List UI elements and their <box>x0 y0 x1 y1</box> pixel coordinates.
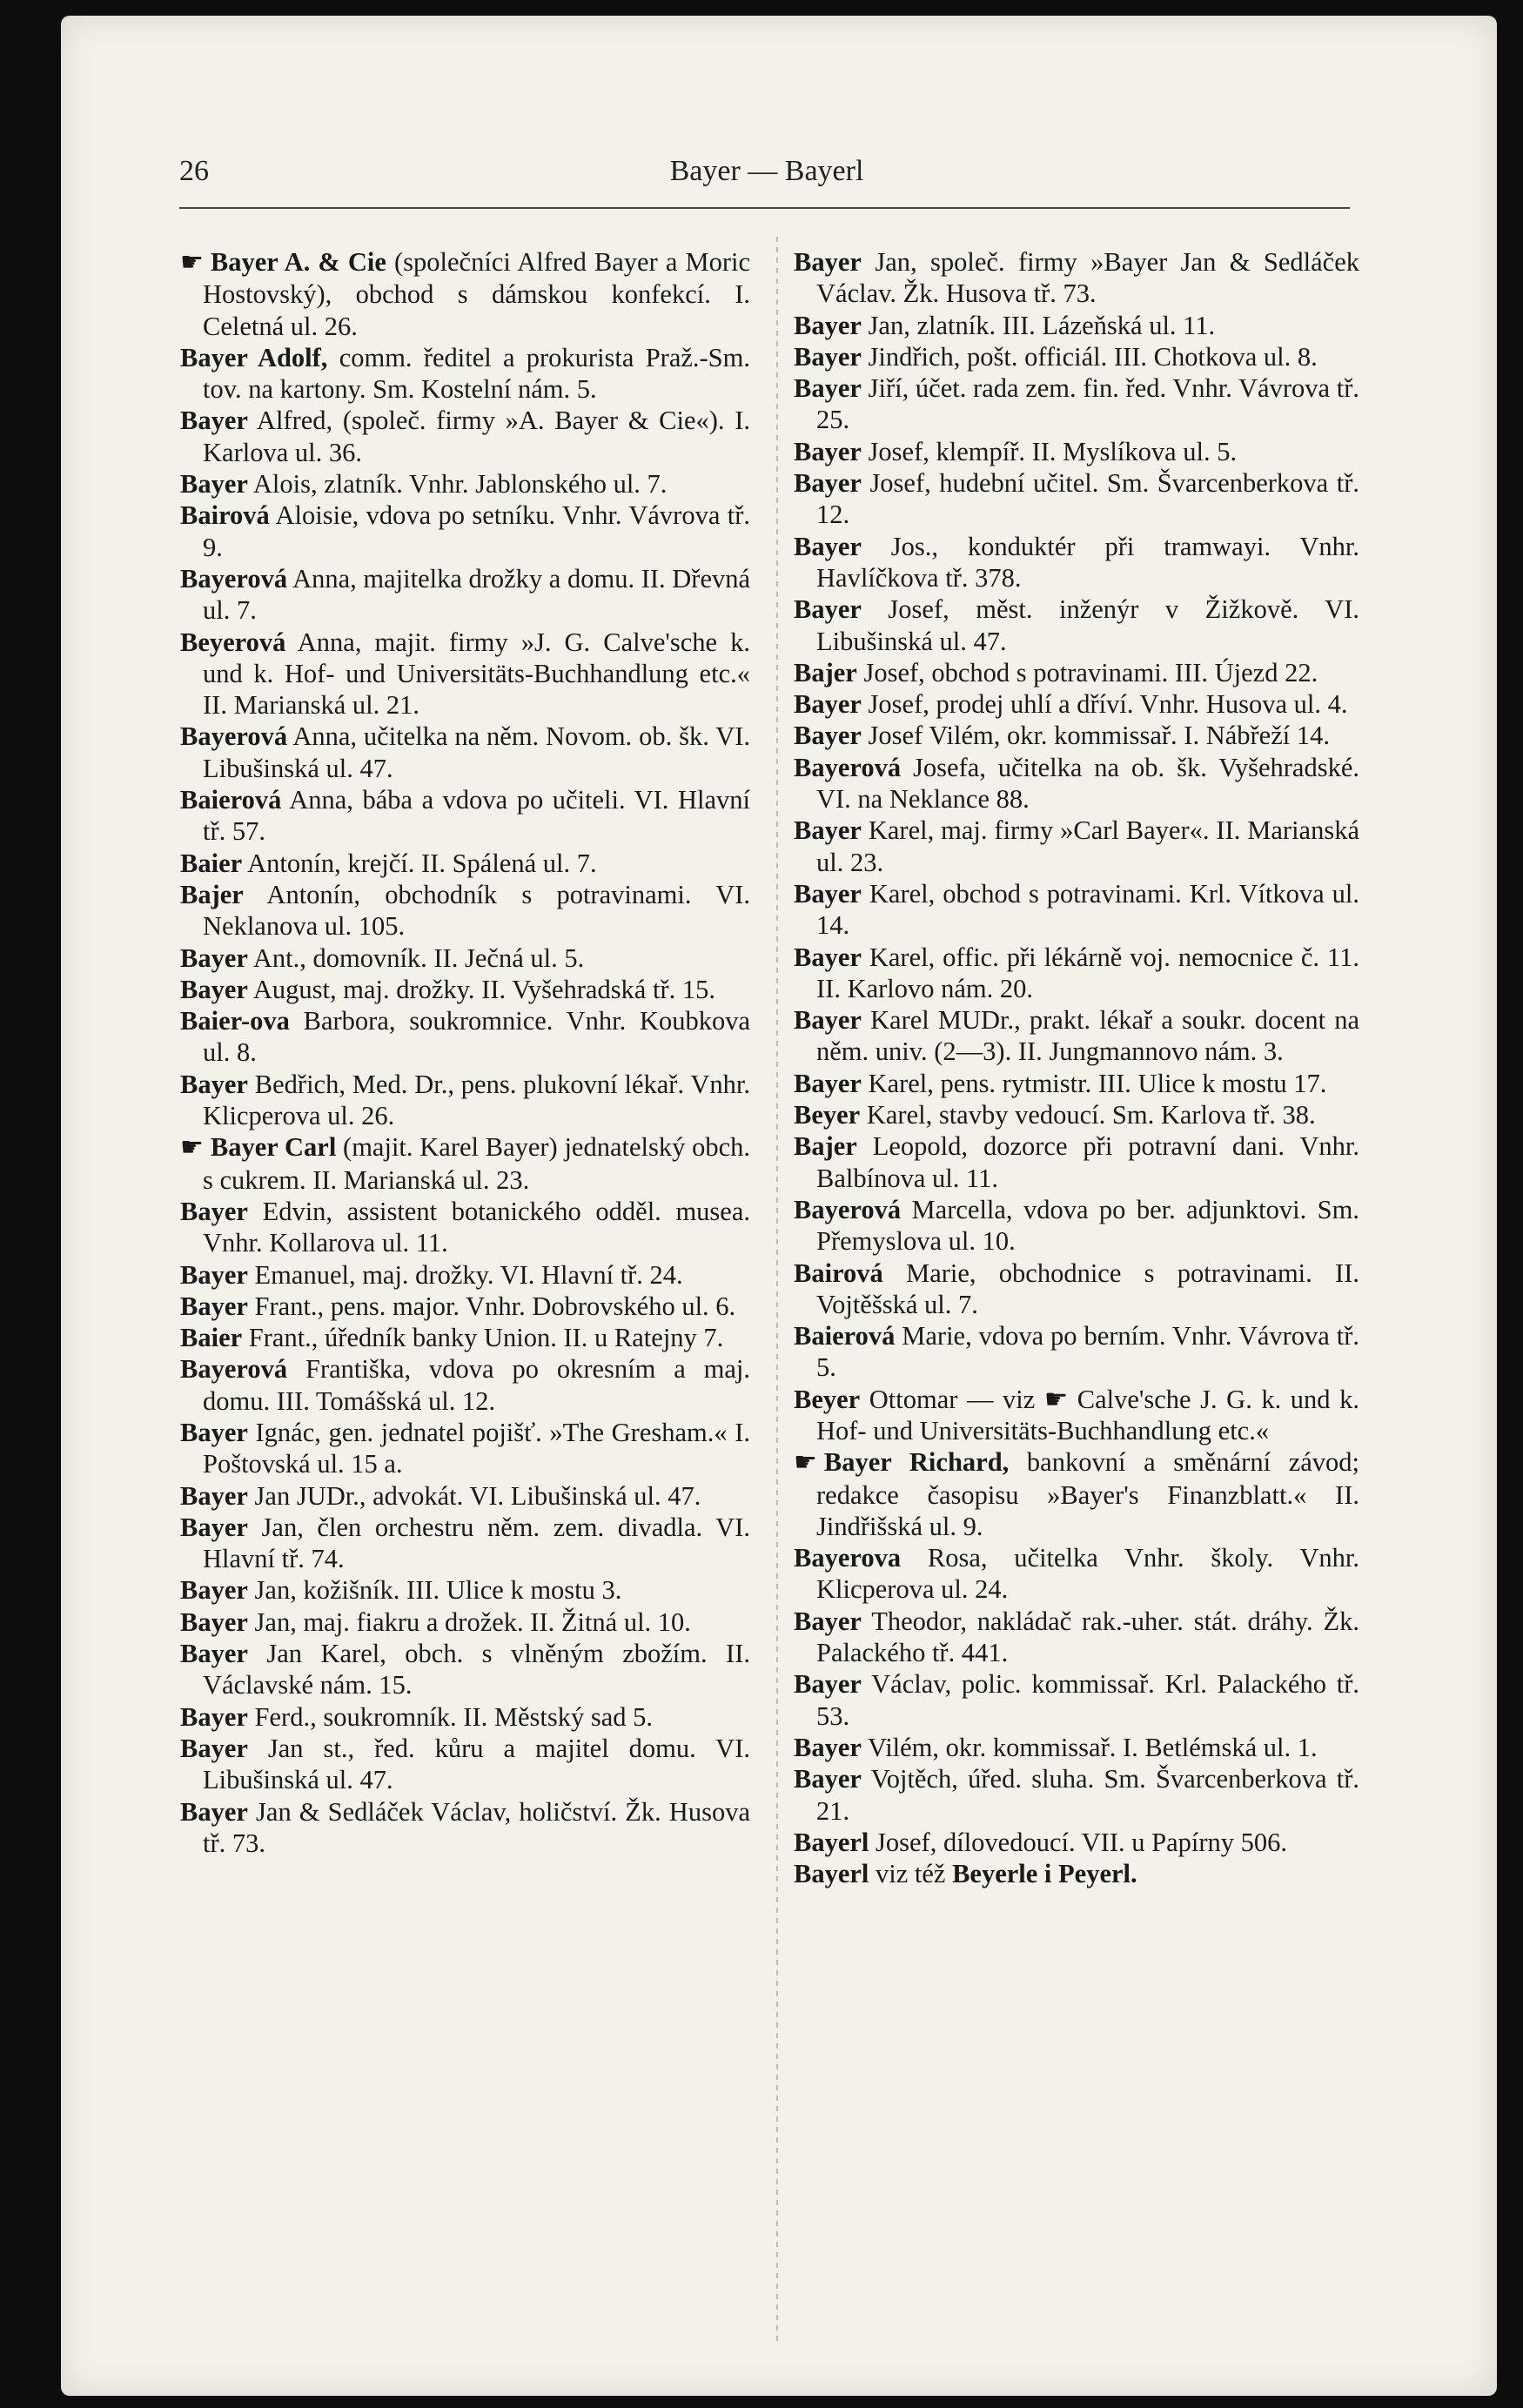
entry-details: Vilém, okr. kommissař. I. Betlémská ul. 1. <box>861 1732 1318 1762</box>
entry-details: Anna, majit. firmy »J. G. Calve'sche k. und k. Hof- und Universitäts-Buchhandlung etc.« II. Marianská ul. 21. <box>203 627 750 721</box>
page-number: 26 <box>179 155 209 187</box>
entry-details: Františka, vdova po okresním a maj. domu. III. Tomášská ul. 12. <box>203 1354 750 1416</box>
directory-entry <box>794 1446 1359 1542</box>
pointing-hand-icon: ☛ <box>180 247 204 278</box>
entry-name: Bayer <box>794 1732 862 1762</box>
entry-name: Bayer <box>794 815 862 846</box>
header-rule <box>179 207 1350 209</box>
directory-entry <box>794 1858 1359 1889</box>
directory-entry <box>180 1196 750 1259</box>
entry-details: Josef, hudební učitel. Sm. Švarcenberkova tř. 12. <box>816 468 1359 530</box>
entry-details: Theodor, nakládač rak.-uher. stát. dráhy. Žk. Palackého tř. 441. <box>816 1606 1359 1668</box>
directory-entry <box>794 341 1359 372</box>
entry-details: Karel, offic. při lékárně voj. nemocnice č. 11. II. Karlovo nám. 20. <box>816 942 1359 1003</box>
directory-entry <box>794 467 1359 531</box>
entry-details: Anna, bába a vdova po učiteli. VI. Hlavní tř. 57. <box>203 785 750 847</box>
entry-name: Bairová <box>180 500 270 531</box>
entry-name: Bayer <box>180 1480 248 1511</box>
entry-name: Baier <box>180 848 243 878</box>
entry-details: Josefa, učitelka na ob. šk. Vyšehradské. VI. na Neklance 88. <box>816 752 1359 815</box>
entry-name: Bayerova <box>794 1543 902 1573</box>
entry-details: Jan & Sedláček Václav, holičství. Žk. Husova tř. 73. <box>203 1796 750 1858</box>
entry-details: Jan, maj. fiakru a drožek. II. Žitná ul. 10. <box>247 1606 691 1637</box>
column-divider <box>776 237 778 2343</box>
entry-name: Bayerl <box>794 1859 869 1889</box>
entry-name: Bayer <box>794 1068 862 1098</box>
entry-details: Karel, stavby vedoucí. Sm. Karlova tř. 38. <box>860 1100 1316 1130</box>
directory-entry <box>180 1701 750 1733</box>
directory-entry <box>794 1004 1359 1068</box>
directory-entry <box>794 1668 1359 1732</box>
entry-name: Bayer <box>180 469 248 500</box>
directory-entry <box>794 1606 1359 1669</box>
entry-details: (majit. Karel Bayer) jednatelský obch. s cukrem. II. Marianská ul. 23. <box>203 1132 751 1195</box>
directory-entry <box>180 1069 750 1132</box>
directory-entry <box>794 1194 1359 1258</box>
entry-name: Bayerová <box>794 752 902 782</box>
entry-name: Bayerová <box>180 563 288 594</box>
directory-entry <box>794 246 1359 310</box>
entry-details: August, maj. drožky. II. Vyšehradská tř. 15. <box>247 974 715 1004</box>
directory-entry <box>180 500 750 563</box>
entry-name: Bayer <box>794 878 862 909</box>
directory-entry <box>180 1638 750 1701</box>
pointing-hand-icon: ☛ <box>180 1132 204 1164</box>
entry-name: Bayer <box>794 436 862 466</box>
entry-name: Bayer <box>794 1669 862 1700</box>
entry-name: Bayer <box>794 373 862 404</box>
entry-details: Ant., domovník. II. Ječná ul. 5. <box>247 942 585 973</box>
entry-details: Ottomar — viz ☛ Calve'sche J. G. k. und k. Hof- und Universitäts-Buchhandlung etc.« <box>816 1384 1359 1445</box>
directory-entry <box>180 405 750 468</box>
entry-details: Anna, učitelka na něm. Novom. ob. šk. VI. Libušinská ul. 47. <box>203 721 750 783</box>
entry-details: Karel, pens. rytmistr. III. Ulice k mostu 17. <box>861 1068 1327 1098</box>
entry-details: Bedřich, Med. Dr., pens. plukovní lékař. Vnhr. Klicperova ul. 26. <box>203 1069 750 1131</box>
entry-details: Alois, zlatník. Vnhr. Jablonského ul. 7. <box>247 469 668 500</box>
entry-name: Bayer <box>794 1606 862 1636</box>
entry-details: Leopold, dozorce při potravní dani. Vnhr. Balbínova ul. 11. <box>816 1131 1359 1193</box>
directory-entry <box>794 815 1359 878</box>
entry-name: Bayer <box>180 1259 248 1290</box>
directory-entry <box>180 1733 750 1796</box>
entry-details: Josef, klempíř. II. Myslíkova ul. 5. <box>861 436 1238 466</box>
entry-details: Vojtěch, úřed. sluha. Sm. Švarcenberkova tř. 21. <box>816 1764 1359 1826</box>
directory-entry <box>794 1258 1359 1321</box>
entry-details: Jan st., řed. kůru a majitel domu. VI. Libušinská ul. 47. <box>203 1733 750 1795</box>
directory-entry <box>794 1099 1359 1130</box>
entry-details: Marie, obchodnice s potravinami. II. Vojtěšská ul. 7. <box>816 1258 1359 1319</box>
entry-details: Karel MUDr., prakt. lékař a soukr. docent na něm. univ. (2—3). II. Jungmannovo nám. 3. <box>816 1005 1359 1067</box>
entry-details: Jan, člen orchestru něm. zem. divadla. VI. Hlavní tř. 74. <box>203 1512 750 1574</box>
entry-name: Bajer <box>180 879 244 909</box>
entry-details: Josef, prodej uhlí a dříví. Vnhr. Husova ul. 4. <box>861 689 1348 720</box>
entry-details: Ignác, gen. jednatel pojišť. »The Gresham.« I. Poštovská ul. 15 a. <box>203 1417 750 1479</box>
directory-entry <box>794 436 1359 467</box>
directory-entry <box>794 594 1359 657</box>
entry-name: Bayer <box>794 594 862 625</box>
entry-name: Bayer <box>794 1005 862 1036</box>
entry-details: Jindřich, pošt. officiál. III. Chotkova ul. 8. <box>861 341 1318 372</box>
entry-details: Jan, kožišník. III. Ulice k mostu 3. <box>247 1575 622 1606</box>
entry-name: Bayer A. & Cie <box>210 247 386 277</box>
entry-name: Bayerová <box>180 721 288 752</box>
directory-entry <box>180 1480 750 1512</box>
entry-name: Bayer <box>180 1606 248 1637</box>
entry-name: Bayer <box>794 310 862 340</box>
entry-details: Antonín, obchodník s potravinami. VI. Neklanova ul. 105. <box>203 879 750 942</box>
entry-name: Bayer <box>180 1196 248 1226</box>
directory-entry <box>794 310 1359 341</box>
entry-name: Bayer <box>180 1069 248 1099</box>
entry-name: Bayer Carl <box>210 1132 337 1163</box>
directory-entry <box>180 721 750 784</box>
pointing-hand-icon: ☛ <box>794 1447 817 1479</box>
directory-entry <box>794 372 1359 436</box>
entry-name: Bayer <box>180 1512 248 1542</box>
directory-entry <box>180 974 750 1005</box>
right-column <box>794 246 1359 1889</box>
directory-entry <box>180 1512 750 1575</box>
entry-name: Bajer <box>794 1131 857 1162</box>
directory-entry <box>794 1827 1359 1858</box>
directory-entry <box>794 942 1359 1005</box>
directory-entry <box>794 878 1359 942</box>
directory-entry <box>794 1763 1359 1827</box>
entry-name: Bayer <box>794 1764 862 1794</box>
directory-entry <box>794 1320 1359 1384</box>
directory-entry <box>180 468 750 500</box>
entry-name: Bayer <box>180 1291 248 1321</box>
entry-details: Ferd., soukromník. II. Městský sad 5. <box>247 1701 654 1732</box>
entry-details: Alfred, (společ. firmy »A. Bayer & Cie«). I. Karlova ul. 36. <box>203 406 750 467</box>
entry-name: Bayer <box>794 247 862 277</box>
directory-entry <box>794 657 1359 688</box>
entry-name: Bayer <box>180 1733 248 1763</box>
entry-details: viz též <box>869 1859 953 1889</box>
entry-name: Baierová <box>180 785 282 815</box>
directory-entry <box>180 879 750 942</box>
directory-entry <box>180 1259 750 1291</box>
directory-entry <box>180 563 750 627</box>
entry-details: Barbora, soukromnice. Vnhr. Koubkova ul. 8. <box>203 1006 750 1068</box>
entry-name: Bayerl <box>794 1827 869 1857</box>
entry-name: Bayer <box>180 1701 248 1732</box>
entry-details: (společníci Alfred Bayer a Moric Hostovský), obchod s dámskou konfekcí. I. Celetná ul. 26. <box>203 247 750 341</box>
entry-details: Antonín, krejčí. II. Spálená ul. 7. <box>242 848 597 878</box>
entry-details: Jiří, účet. rada zem. fin. řed. Vnhr. Vávrova tř. 25. <box>816 373 1359 435</box>
entry-cross-reference: Beyerle i Peyerl. <box>952 1859 1137 1889</box>
entry-name: Bayerová <box>794 1194 902 1224</box>
entry-name: Beyer <box>794 1100 861 1130</box>
directory-entry <box>180 342 750 406</box>
entry-details: Josef, měst. inženýr v Žižkově. VI. Libušinská ul. 47. <box>816 594 1359 656</box>
entry-name: Bayer <box>794 721 862 751</box>
entry-name: Beyerová <box>180 627 286 657</box>
entry-details: Frant., pens. major. Vnhr. Dobrovského ul. 6. <box>247 1291 736 1321</box>
page-title: Bayer — Bayerl <box>669 155 864 187</box>
directory-entry <box>794 688 1359 720</box>
directory-entry <box>180 1606 750 1638</box>
directory-entry <box>794 1130 1359 1194</box>
entry-name: Bayer <box>180 1417 248 1447</box>
entry-name: Bayer Adolf, <box>180 342 328 372</box>
entry-details: Václav, polic. kommissař. Krl. Palackého tř. 53. <box>816 1669 1359 1731</box>
entry-name: Baierová <box>794 1321 896 1352</box>
directory-entry <box>180 1291 750 1322</box>
entry-name: Bayer <box>180 406 248 436</box>
entry-details: Jan, zlatník. III. Lázeňská ul. 11. <box>861 310 1216 340</box>
entry-details: Jan JUDr., advokát. VI. Libušinská ul. 47. <box>247 1480 701 1511</box>
directory-entry <box>794 1732 1359 1763</box>
entry-details: Anna, majitelka drožky a domu. II. Dřevná ul. 7. <box>203 563 751 626</box>
directory-entry <box>794 720 1359 751</box>
entry-details: comm. ředitel a prokurista Praž.-Sm. tov. na kartony. Sm. Kostelní nám. 5. <box>203 342 750 405</box>
directory-entry <box>794 752 1359 815</box>
entry-details: bankovní a směnární závod; redakce časopisu »Bayer's Finanzblatt.« II. Jindřišská ul. 9. <box>816 1447 1359 1541</box>
directory-entry <box>180 942 750 974</box>
left-column <box>180 246 750 1859</box>
entry-details: Karel, maj. firmy »Carl Bayer«. II. Marianská ul. 23. <box>816 815 1359 877</box>
entry-name: Bayer <box>180 1575 248 1606</box>
entry-name: Bayer <box>794 942 862 972</box>
entry-name: Bayerová <box>180 1354 288 1385</box>
entry-name: Bayer <box>180 1639 248 1669</box>
entry-name: Bayer <box>180 974 248 1004</box>
entry-details: Jos., konduktér při tramwayi. Vnhr. Havlíčkova tř. 378. <box>816 531 1359 593</box>
entry-details: Rosa, učitelka Vnhr. školy. Vnhr. Klicperova ul. 24. <box>816 1543 1359 1605</box>
directory-entry <box>794 531 1359 594</box>
directory-entry <box>794 1542 1359 1606</box>
entry-name: Bayer <box>794 468 862 499</box>
entry-name: Bayer <box>794 341 862 372</box>
directory-entry <box>180 1417 750 1480</box>
entry-name: Bayer Richard, <box>823 1447 1010 1478</box>
directory-entry <box>180 1796 750 1860</box>
directory-entry <box>180 1005 750 1069</box>
entry-details: Emanuel, maj. drožky. VI. Hlavní tř. 24. <box>247 1259 683 1290</box>
directory-entry <box>794 1384 1359 1447</box>
entry-name: Baier-ova <box>180 1006 290 1036</box>
directory-entry <box>180 627 750 721</box>
entry-name: Bayer <box>180 942 248 973</box>
entry-name: Bairová <box>794 1258 883 1288</box>
directory-entry <box>180 1322 750 1353</box>
directory-entry <box>180 1131 750 1196</box>
directory-entry <box>180 1574 750 1606</box>
entry-name: Baier <box>180 1323 243 1353</box>
entry-details: Frant., úředník banky Union. II. u Ratejny 7. <box>242 1323 724 1353</box>
directory-entry <box>180 848 750 879</box>
entry-details: Jan, společ. firmy »Bayer Jan & Sedláček Václav. Žk. Husova tř. 73. <box>816 247 1359 309</box>
entry-name: Bayer <box>794 689 862 720</box>
entry-details: Josef Vilém, okr. kommissař. I. Nábřeží 14. <box>861 721 1330 751</box>
entry-details: Josef, obchod s potravinami. III. Újezd 22. <box>856 657 1318 688</box>
directory-entry <box>794 1068 1359 1099</box>
entry-details: Marie, vdova po berním. Vnhr. Vávrova tř. 5. <box>816 1321 1359 1383</box>
entry-details: Edvin, assistent botanického odděl. musea. Vnhr. Kollarova ul. 11. <box>203 1196 750 1258</box>
directory-entry <box>180 246 750 342</box>
entry-name: Bayer <box>180 1796 248 1827</box>
entry-details: Josef, dílovedoucí. VII. u Papírny 506. <box>869 1827 1288 1857</box>
entry-details: Marcella, vdova po ber. adjunktovi. Sm. Přemyslova ul. 10. <box>816 1194 1359 1257</box>
entry-name: Beyer <box>794 1384 861 1414</box>
directory-entry <box>180 784 750 848</box>
entry-details: Karel, obchod s potravinami. Krl. Vítkova ul. 14. <box>816 878 1359 941</box>
entry-details: Aloisie, vdova po setníku. Vnhr. Vávrova tř. 9. <box>203 500 750 562</box>
entry-name: Bayer <box>794 531 862 561</box>
directory-entry <box>180 1353 750 1417</box>
entry-name: Bajer <box>794 657 857 688</box>
page-header <box>179 155 1354 204</box>
entry-details: Jan Karel, obch. s vlněným zbožím. II. Václavské nám. 15. <box>203 1639 750 1700</box>
